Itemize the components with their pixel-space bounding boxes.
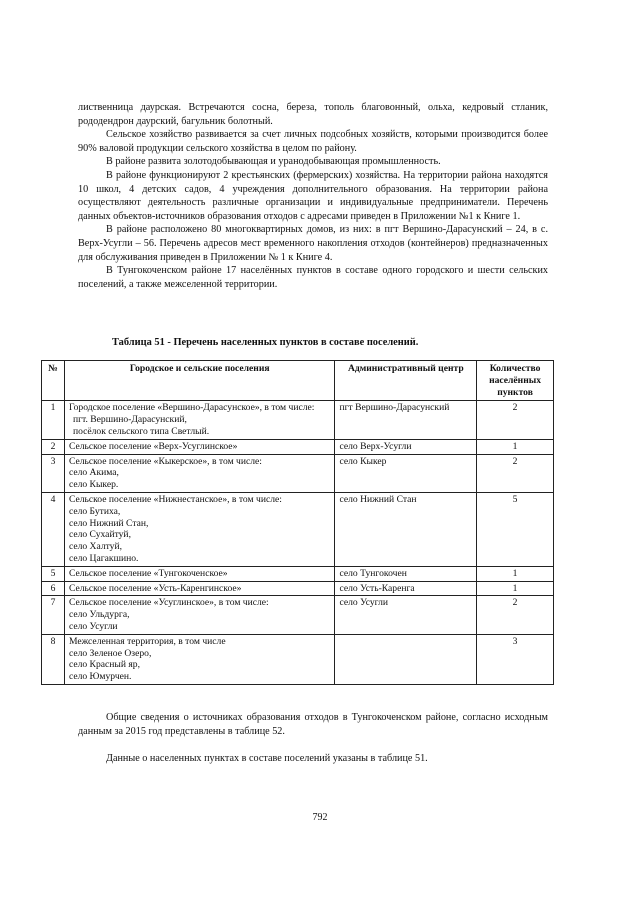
cell-settlement [64,454,335,492]
settlement-line: Сельское поселение «Усуглинское», в том числе: [68,597,269,609]
settlement-line: пгт. Вершино-Дарасунский, [72,414,187,426]
cell-num: 6 [42,581,65,596]
cell-settlement [64,401,335,439]
cell-admin-center: село Усть-Каренга [335,581,477,596]
paragraph-industry: В районе развита золотодобывающая и уранодобывающая промышленность. [106,156,441,168]
cell-num: 1 [42,401,65,439]
cell-settlement [64,581,335,596]
cell-num: 3 [42,454,65,492]
body-text [78,101,548,291]
table-row [42,596,554,634]
closing-text [78,711,548,766]
settlement-line: село Бутиха, [68,505,121,517]
cell-admin-center: село Нижний Стан [335,492,477,566]
settlement-line: Сельское поселение «Верх-Усуглинское» [68,440,238,452]
table-row [42,492,554,566]
table-row [42,581,554,596]
settlement-line: Сельское поселение «Тунгокоченское» [68,567,228,579]
cell-settlement [64,439,335,454]
paragraph-table-reference: Данные о населенных пунктах в составе поселений указаны в таблице 51. [106,753,428,765]
settlement-line: село Красный яр, [68,659,140,671]
settlement-line: село Сухайтуй, [68,529,131,541]
settlement-line: село Зеленое Озеро, [68,647,152,659]
paragraph-flora: лиственница даурская. Встречаются сосна, береза, тополь благовонный, ольха, кедровый стланик, рододендрон даурский, багульник болотный. [78,102,548,127]
cell-count: 1 [477,439,554,454]
cell-num: 4 [42,492,65,566]
cell-num: 5 [42,566,65,581]
cell-settlement [64,634,335,684]
cell-num: 7 [42,596,65,634]
cell-count: 3 [477,634,554,684]
settlement-line: село Акима, [68,467,119,479]
settlement-line: Межселенная территория, в том числе [68,635,226,647]
cell-admin-center: село Тунгокочен [335,566,477,581]
paragraph-organizations: В районе функционируют 2 крестьянских (фермерских) хозяйства. На территории района находятся 10 школ, 4 детских садов, 4 учреждения дополнительного образования. На территории района осуществляют деятельность различные организации и индивидуальные предприниматели. Перечень данных объектов-источников образования отходов с адресами приведен в Приложении №1 к Книге 1. [78,169,548,222]
cell-count: 2 [477,596,554,634]
cell-count: 2 [477,454,554,492]
paragraph-settlements: В Тунгокоченском районе 17 населённых пунктов в составе одного городского и шести сельских поселений, а также межселенной территории. [78,265,548,290]
settlements-table [41,360,554,685]
cell-num: 8 [42,634,65,684]
cell-num: 2 [42,439,65,454]
settlement-line: Сельское поселение «Нижнестанское», в том числе: [68,493,282,505]
cell-count: 1 [477,581,554,596]
paragraph-sources-summary: Общие сведения о источниках образования отходов в Тунгокоченском районе, согласно исходным данным за 2015 год представлены в таблице 52. [78,712,548,737]
cell-count: 1 [477,566,554,581]
settlement-line: Сельское поселение «Усть-Каренгинское» [68,582,242,594]
settlement-line: Городское поселение «Вершино-Дарасунское», в том числе: [68,402,315,414]
cell-admin-center: село Усугли [335,596,477,634]
table-header-row [42,361,554,401]
cell-admin-center [335,634,477,684]
paragraph-agriculture: Сельское хозяйство развивается за счет личных подсобных хозяйств, которыми производится более 90% валовой продукции сельского хозяйства в целом по району. [78,129,548,154]
header-center: Административный центр [335,361,477,401]
table-row [42,634,554,684]
header-num: № [42,361,65,401]
header-count: Количество населённых пунктов [477,361,554,401]
settlement-line: село Усугли [68,620,118,632]
table-title: Таблица 51 - Перечень населенных пунктов в составе поселений. [112,337,419,348]
settlement-line: Сельское поселение «Кыкерское», в том числе: [68,455,262,467]
cell-count: 2 [477,401,554,439]
settlement-line: село Цагакшино. [68,552,139,564]
cell-admin-center: пгт Вершино-Дарасунский [335,401,477,439]
table-row [42,566,554,581]
settlement-line: село Нижний Стан, [68,517,149,529]
cell-settlement [64,566,335,581]
cell-count: 5 [477,492,554,566]
paragraph-housing: В районе расположено 80 многоквартирных домов, из них: в пгт Вершино-Дарасунский – 24, в с. Верх-Усугли – 56. Перечень адресов мест временного накопления отходов (контейнеров) предназначенных для обслуживания приведен в Приложении № 1 к Книге 4. [78,224,548,263]
settlement-line: посёлок сельского типа Светлый. [72,425,210,437]
header-name: Городское и сельские поселения [64,361,335,401]
cell-admin-center: село Верх-Усугли [335,439,477,454]
table-row [42,454,554,492]
settlement-line: село Ульдурга, [68,609,130,621]
table-body [42,401,554,685]
table-row [42,439,554,454]
settlement-line: село Юмурчен. [68,671,132,683]
settlement-line: село Халтуй, [68,541,123,553]
table-row [42,401,554,439]
page-number: 792 [312,812,328,823]
cell-settlement [64,492,335,566]
settlement-line: село Кыкер. [68,479,119,491]
cell-admin-center: село Кыкер [335,454,477,492]
cell-settlement [64,596,335,634]
